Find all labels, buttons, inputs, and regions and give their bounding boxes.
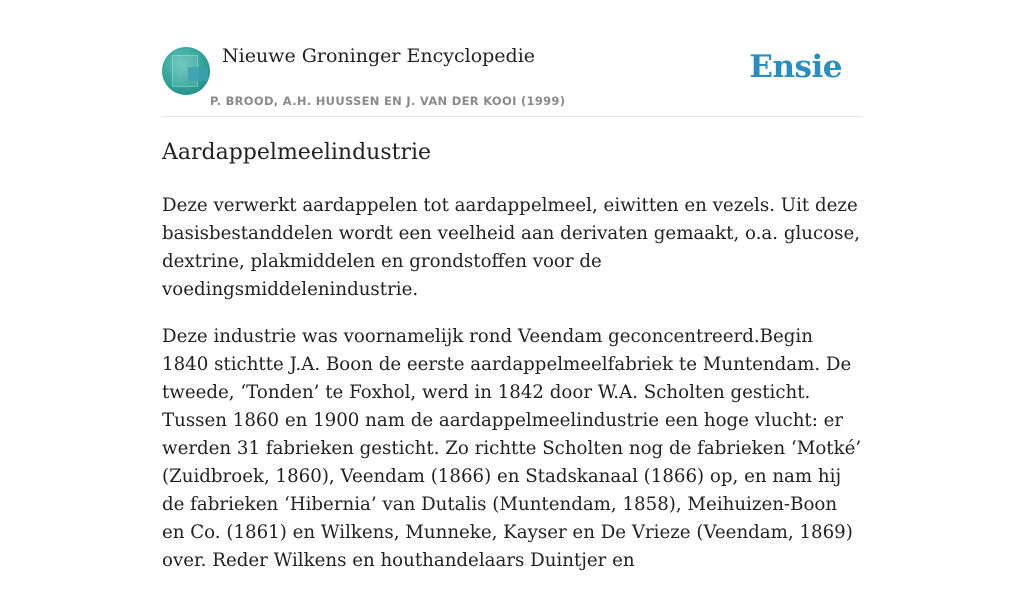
book-title-link[interactable]: Nieuwe Groninger Encyclopedie <box>222 45 536 67</box>
page-container <box>162 0 862 571</box>
entry-title: Aardappelmeelindustrie <box>162 140 432 165</box>
entry-paragraph-1: Deze verwerkt aardappelen tot aardappelmeel, eiwitten en vezels. Uit deze basisbestanddelen wordt een veelheid aan derivaten gemaakt, o.a. glucose, dextrine, plakmiddelen en grondstoffen voor de voedingsmiddelenindustrie. <box>162 195 861 300</box>
book-header <box>162 0 862 117</box>
book-cover-icon[interactable] <box>162 47 210 95</box>
ensie-logo[interactable]: Ensie <box>749 49 842 85</box>
cover-strip-shape <box>188 67 208 81</box>
entry-paragraph-2: Deze industrie was voornamelijk rond Veendam geconcentreerd.Begin 1840 stichtte J.A. Boon de eerste aardappelmeelfabriek te Muntendam. De tweede, ‘Tonden’ te Foxhol, werd in 1842 door W.A. Scholten gesticht. Tussen 1860 en 1900 nam de aardappelmeelindustrie een hoge vlucht: er werden 31 fabrieken gesticht. Zo richtte Scholten nog de fabrieken ‘Motké’ (Zuidbroek, 1860), Veendam (1866) en Stadskanaal (1866) op, en nam hij de fabrieken ‘Hibernia’ van Dutalis (Muntendam, 1858), Meihuizen-Boon en Co. (1861) en Wilkens, Munneke, Kayser en De Vrieze (Veendam, 1869) over. Reder Wilkens en houthandelaars Duintjer en <box>162 326 862 571</box>
entry-body <box>162 192 862 594</box>
book-authors: P. BROOD, A.H. HUUSSEN EN J. VAN DER KOOI (1999) <box>210 94 566 108</box>
